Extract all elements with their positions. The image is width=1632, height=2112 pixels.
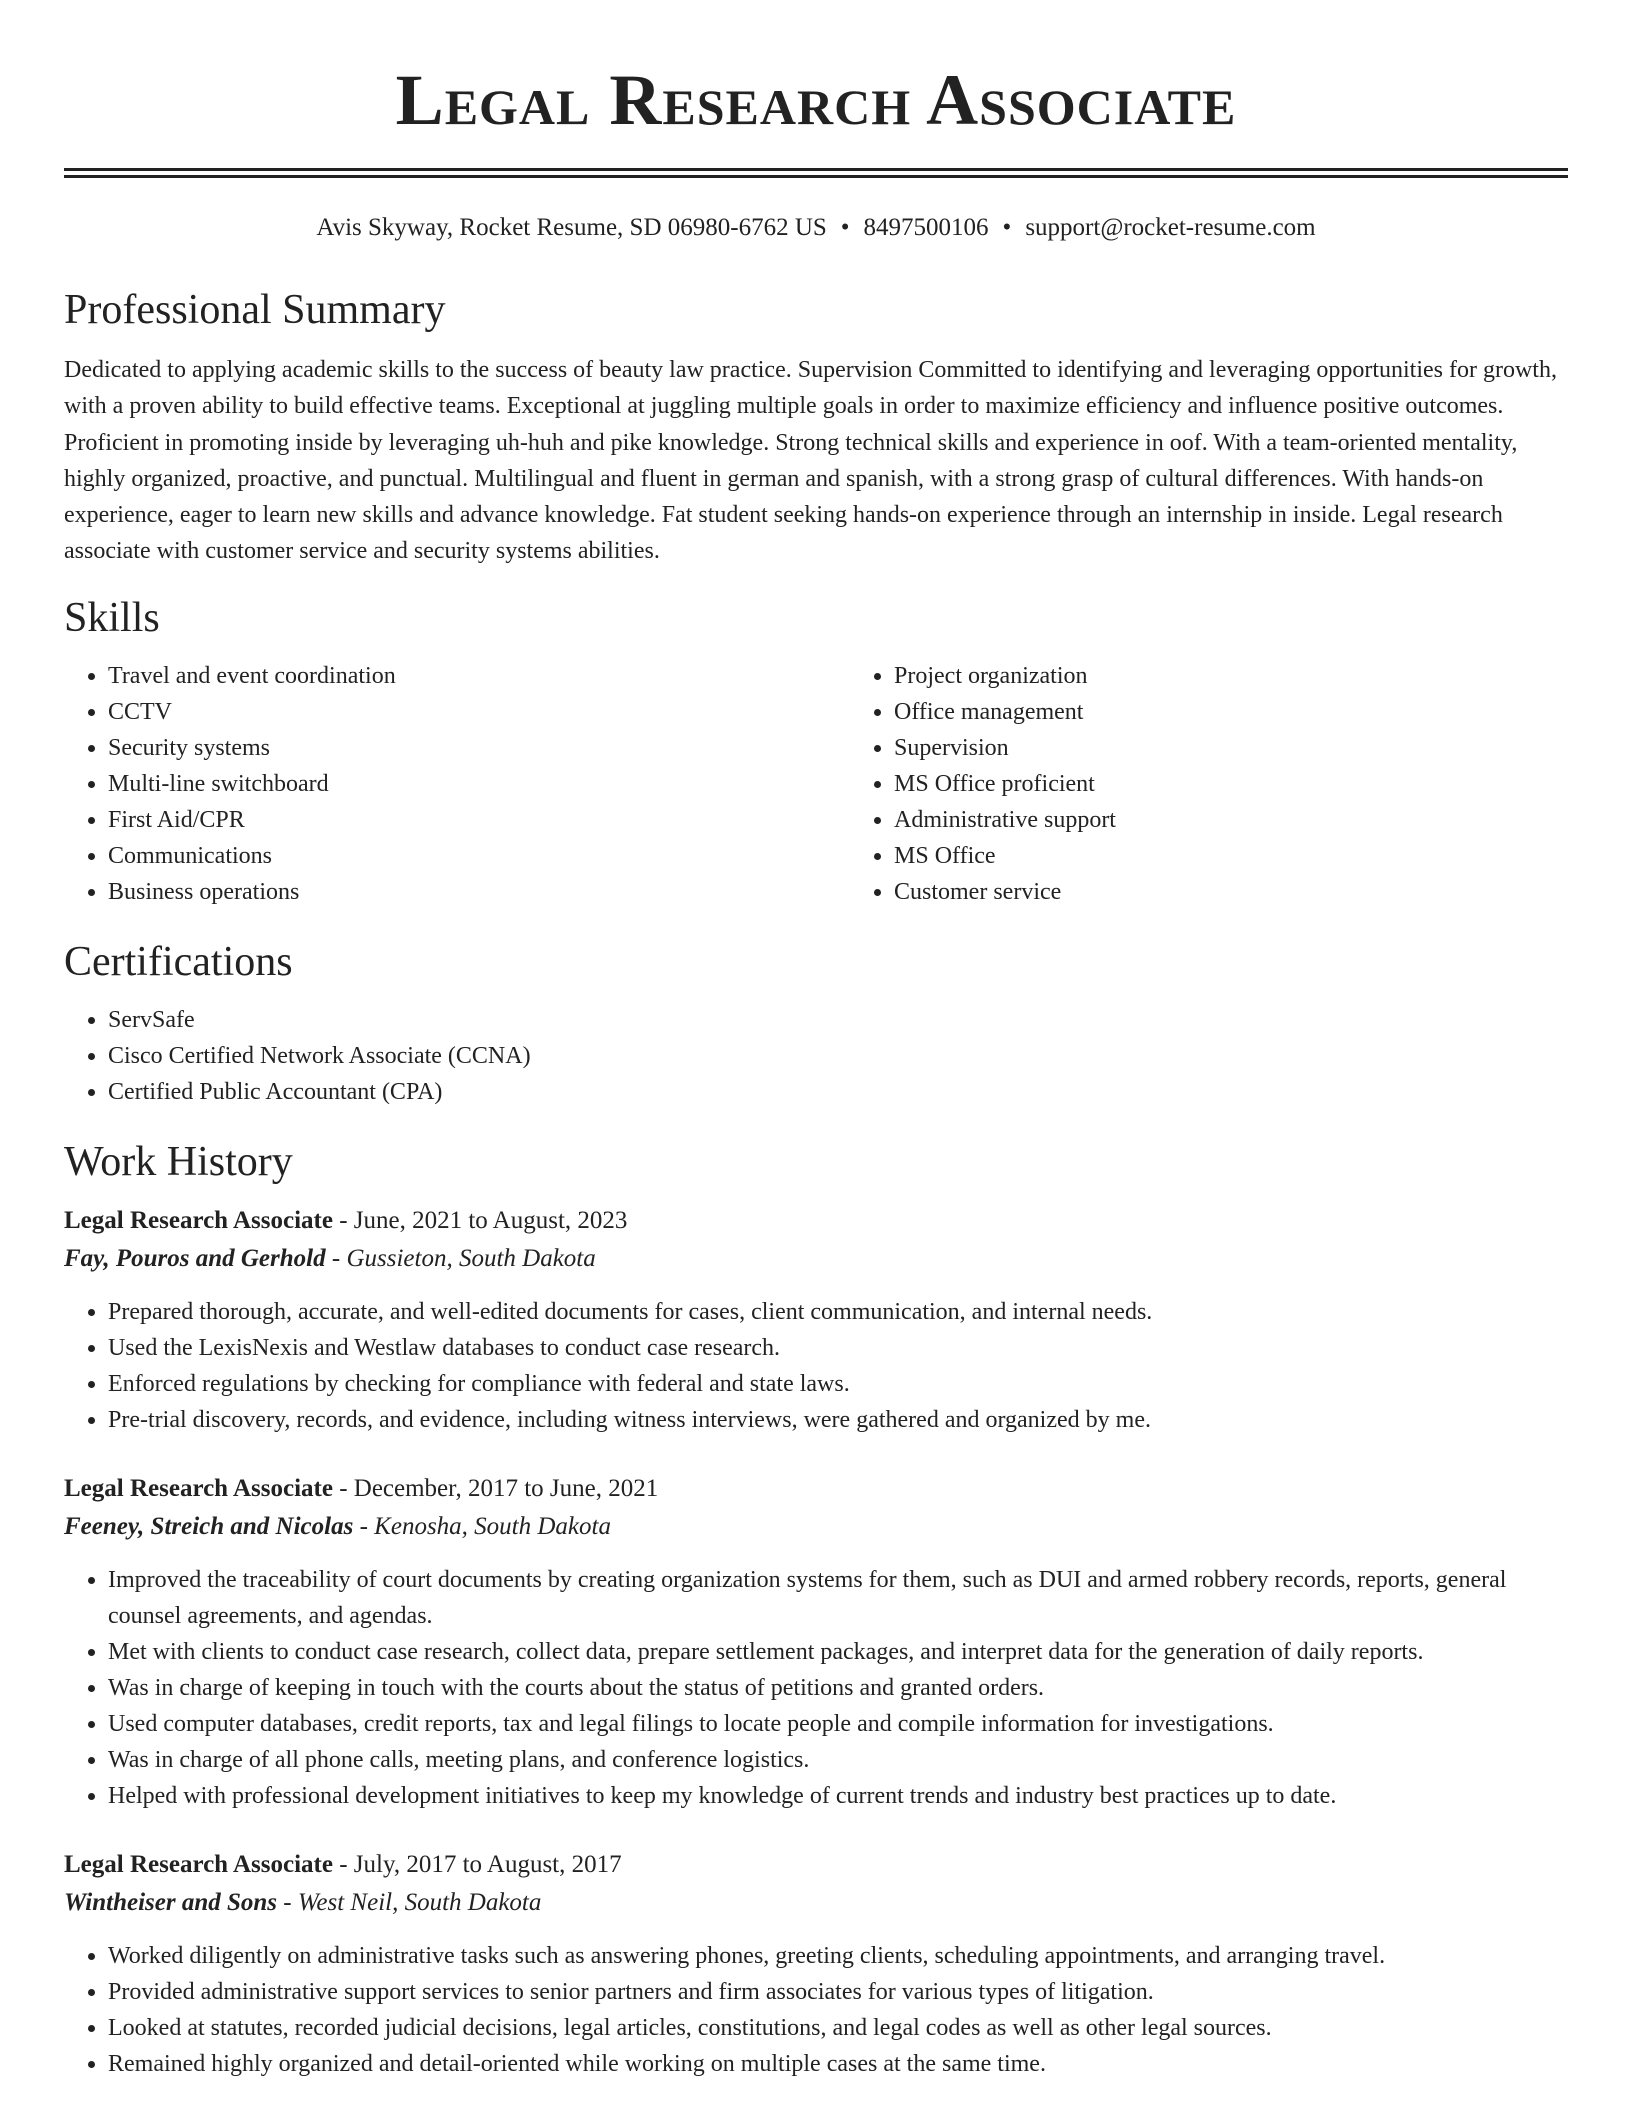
job-bullet: • Was in charge of keeping in touch with the courts about the status of petitions and granted orders. xyxy=(108,1670,1568,1706)
skill-item: • Security systems xyxy=(108,730,850,766)
job-bullet: • Enforced regulations by checking for compliance with federal and state laws. xyxy=(108,1366,1568,1402)
job-entry xyxy=(64,1470,1568,1814)
certifications-list xyxy=(64,1002,1568,1110)
job-company: Feeney, Streich and Nicolas xyxy=(64,1512,354,1540)
job-header: Legal Research Associate - June, 2021 to August, 2023 xyxy=(64,1206,628,1234)
skill-item: • Business operations xyxy=(108,874,850,910)
skill-item: • Travel and event coordination xyxy=(108,658,850,694)
skill-item: • Project organization xyxy=(894,658,1632,694)
job-bullet: • Remained highly organized and detail-oriented while working on multiple cases at the same time. xyxy=(108,2046,1568,2082)
job-bullet: • Pre-trial discovery, records, and evidence, including witness interviews, were gathered and organized by me. xyxy=(108,1402,1568,1438)
contact-address: Avis Skyway, Rocket Resume, SD 06980-6762 US xyxy=(316,214,827,241)
skill-item: • Multi-line switchboard xyxy=(108,766,850,802)
skills-heading: Skills xyxy=(64,594,160,641)
job-bullets xyxy=(64,1938,1568,2082)
job-location: Gussieton, South Dakota xyxy=(346,1244,596,1272)
job-dates: June, 2021 to August, 2023 xyxy=(353,1206,628,1234)
job-dates: July, 2017 to August, 2017 xyxy=(353,1850,622,1878)
certification-item: • Cisco Certified Network Associate (CCNA) xyxy=(108,1038,1568,1074)
job-location: Kenosha, South Dakota xyxy=(374,1512,611,1540)
skills-list-left xyxy=(64,658,850,910)
skill-item: • Supervision xyxy=(894,730,1632,766)
contact-line xyxy=(64,212,1568,244)
skill-item: • CCTV xyxy=(108,694,850,730)
job-bullets xyxy=(64,1294,1568,1438)
skill-item: • MS Office proficient xyxy=(894,766,1632,802)
skills-list-right xyxy=(850,658,1632,910)
job-dates: December, 2017 to June, 2021 xyxy=(353,1474,659,1502)
skill-item: • Office management xyxy=(894,694,1632,730)
job-bullet: • Prepared thorough, accurate, and well-edited documents for cases, client communication, and internal needs. xyxy=(108,1294,1568,1330)
job-entry xyxy=(64,1846,1568,2082)
job-bullet: • Provided administrative support services to senior partners and firm associates for various types of litigation. xyxy=(108,1974,1568,2010)
certification-item: • Certified Public Accountant (CPA) xyxy=(108,1074,1568,1110)
job-role: Legal Research Associate xyxy=(64,1206,333,1234)
job-company-line: Feeney, Streich and Nicolas - Kenosha, South Dakota xyxy=(64,1512,611,1540)
job-company-line: Wintheiser and Sons - West Neil, South Dakota xyxy=(64,1888,542,1916)
job-header: Legal Research Associate - December, 2017 to June, 2021 xyxy=(64,1474,659,1502)
skill-item: • First Aid/CPR xyxy=(108,802,850,838)
job-bullet: • Looked at statutes, recorded judicial decisions, legal articles, constitutions, and legal codes as well as other legal sources. xyxy=(108,2010,1568,2046)
skill-item: • MS Office xyxy=(894,838,1632,874)
job-bullet: • Met with clients to conduct case research, collect data, prepare settlement packages, and interpret data for the generation of daily reports. xyxy=(108,1634,1568,1670)
skill-item: • Communications xyxy=(108,838,850,874)
certifications-heading: Certifications xyxy=(64,938,293,985)
contact-email: support@rocket-resume.com xyxy=(1025,214,1316,241)
header-divider xyxy=(64,168,1568,178)
contact-separator: • xyxy=(840,214,850,241)
job-role: Legal Research Associate xyxy=(64,1850,333,1878)
work-history-heading: Work History xyxy=(64,1138,293,1185)
job-bullet: • Was in charge of all phone calls, meeting plans, and conference logistics. xyxy=(108,1742,1568,1778)
page-title: Legal Research Associate xyxy=(395,60,1237,140)
job-bullets xyxy=(64,1562,1568,1814)
resume-page xyxy=(64,0,1568,2082)
job-company-line: Fay, Pouros and Gerhold - Gussieton, South Dakota xyxy=(64,1244,596,1272)
job-bullet: • Helped with professional development initiatives to keep my knowledge of current trends and industry best practices up to date. xyxy=(108,1778,1568,1814)
job-header: Legal Research Associate - July, 2017 to August, 2017 xyxy=(64,1850,622,1878)
job-company: Wintheiser and Sons xyxy=(64,1888,278,1916)
summary-text: Dedicated to applying academic skills to the success of beauty law practice. Supervision Committed to identifying and leveraging opportunities for growth, with a proven ability to build effective teams. Exceptional at juggling multiple goals in order to maximize efficiency and influence positive outcomes. Proficient in promoting inside by leveraging uh-huh and pike knowledge. Strong technical skills and experience in oof. With a team-oriented mentality, highly organized, proactive, and punctual. Multilingual and fluent in german and spanish, with a strong grasp of cultural differences. With hands-on experience, eager to learn new skills and advance knowledge. Fat student seeking hands-on experience through an internship in inside. Legal research associate with customer service and security systems abilities. xyxy=(64,357,1557,565)
job-entry xyxy=(64,1202,1568,1438)
job-role: Legal Research Associate xyxy=(64,1474,333,1502)
job-bullet: • Worked diligently on administrative tasks such as answering phones, greeting clients, scheduling appointments, and arranging travel. xyxy=(108,1938,1568,1974)
job-bullet: • Used the LexisNexis and Westlaw databases to conduct case research. xyxy=(108,1330,1568,1366)
certification-item: • ServSafe xyxy=(108,1002,1568,1038)
skills-columns xyxy=(64,658,1568,910)
job-bullet: • Improved the traceability of court documents by creating organization systems for them, such as DUI and armed robbery records, reports, general counsel agreements, and agendas. xyxy=(108,1562,1568,1634)
job-bullet: • Used computer databases, credit reports, tax and legal filings to locate people and compile information for investigations. xyxy=(108,1706,1568,1742)
summary-heading: Professional Summary xyxy=(64,287,446,333)
skill-item: • Customer service xyxy=(894,874,1632,910)
job-location: West Neil, South Dakota xyxy=(297,1888,542,1916)
contact-phone: 8497500106 xyxy=(863,214,989,241)
job-company: Fay, Pouros and Gerhold xyxy=(64,1244,326,1272)
skill-item: • Administrative support xyxy=(894,802,1632,838)
contact-separator: • xyxy=(1002,214,1012,241)
